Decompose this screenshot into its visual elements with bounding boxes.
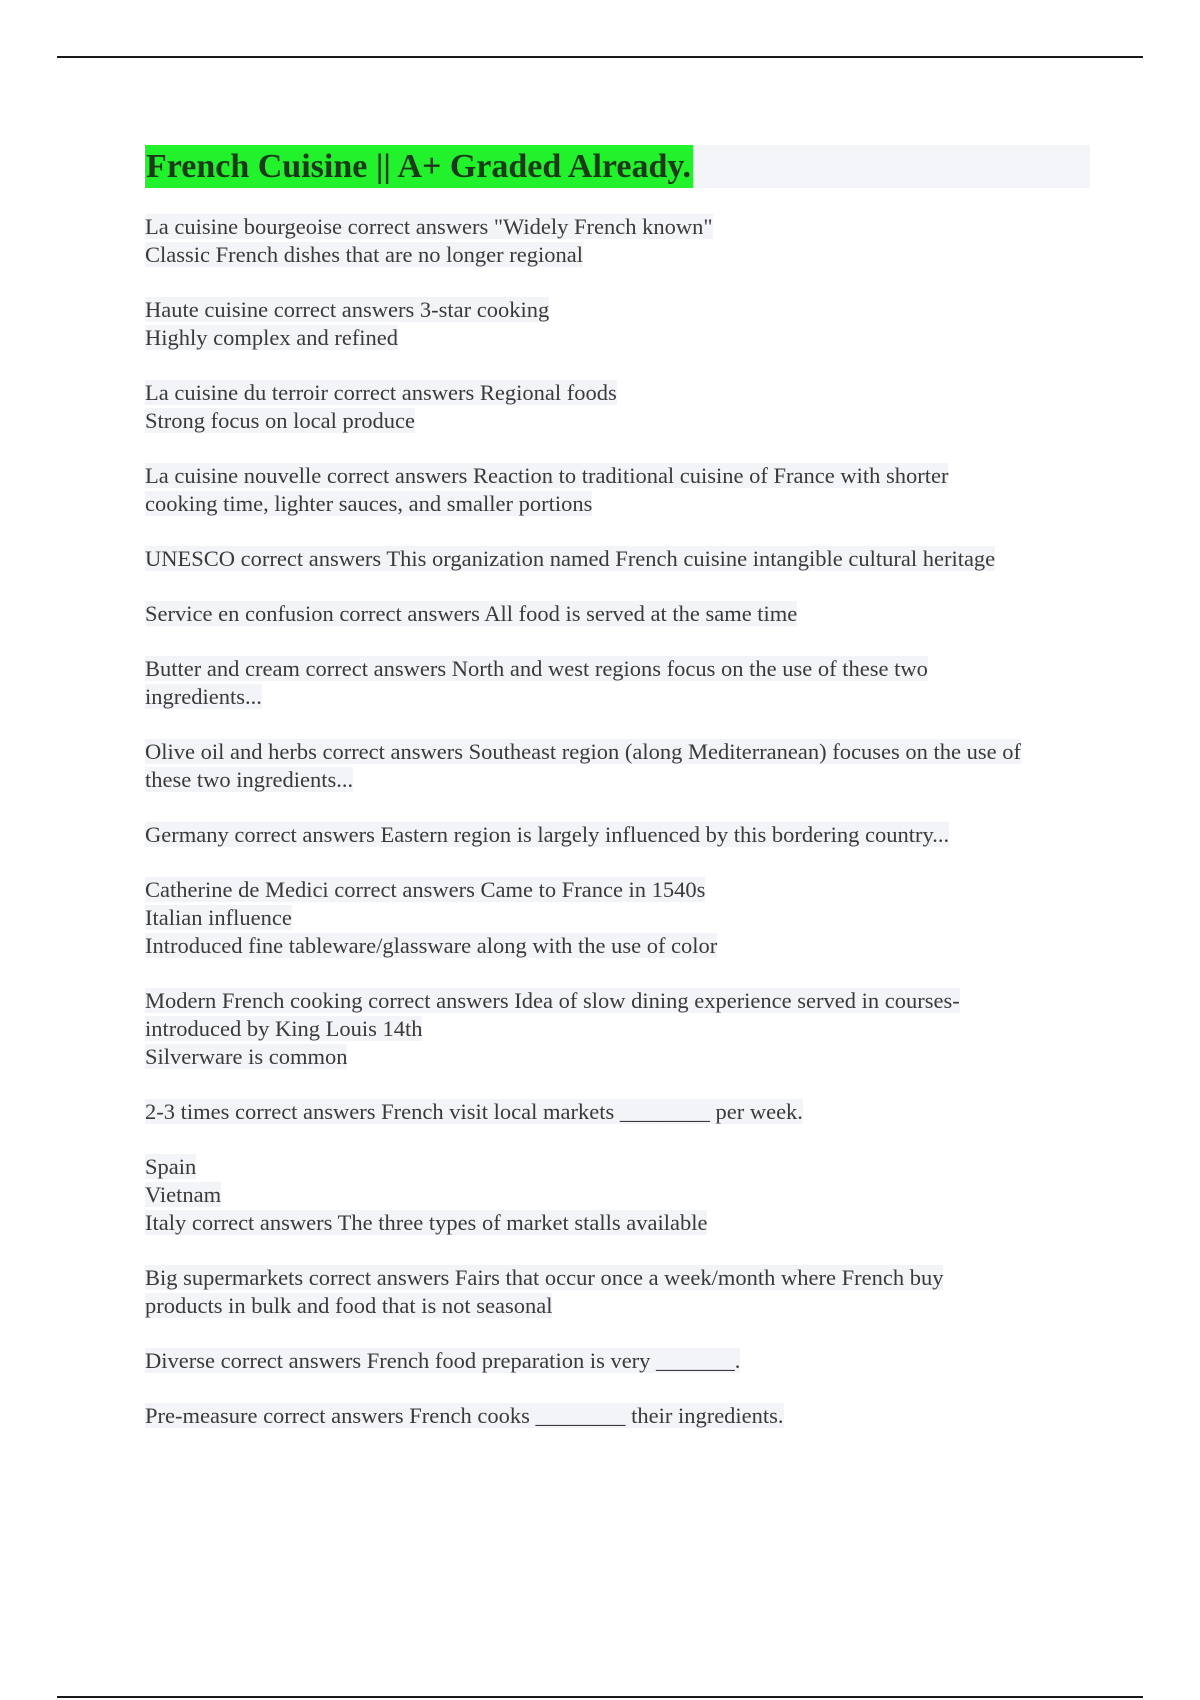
entry-line-text: Olive oil and herbs correct answers Southeast region (along Mediterranean) focuses on the use of [145,739,1021,764]
entry-line [145,241,1090,269]
entry-line [145,821,1090,849]
entry-line-text: products in bulk and food that is not seasonal [145,1293,553,1318]
entry-line [145,407,1090,435]
entry-line-text: these two ingredients... [145,767,354,792]
entry-line [145,324,1090,352]
entry-line [145,1181,1090,1209]
entry-line-text: La cuisine bourgeoise correct answers "Widely French known" [145,214,713,239]
qa-entry [145,1347,1090,1375]
top-rule [57,56,1143,58]
entry-line-text: ingredients... [145,684,262,709]
entry-line [145,904,1090,932]
entry-line [145,987,1090,1015]
entry-line-text: Germany correct answers Eastern region is largely influenced by this bordering country... [145,822,950,847]
entry-line-text: 2-3 times correct answers French visit local markets ________ per week. [145,1099,803,1124]
entry-line-text: Catherine de Medici correct answers Came to France in 1540s [145,877,706,902]
entry-line [145,1015,1090,1043]
entry-line-text: Pre-measure correct answers French cooks ________ their ingredients. [145,1403,784,1428]
entry-line [145,379,1090,407]
entry-line-text: Introduced fine tableware/glassware along with the use of color [145,933,718,958]
entry-line [145,1209,1090,1237]
entry-line-text: UNESCO correct answers This organization named French cuisine intangible cultural heritage [145,546,996,571]
entry-line-text: Highly complex and refined [145,325,399,350]
entry-line-text: Butter and cream correct answers North and west regions focus on the use of these two [145,656,928,681]
entry-line-text: Big supermarkets correct answers Fairs that occur once a week/month where French buy [145,1265,944,1290]
qa-entry [145,821,1090,849]
entry-line [145,490,1090,518]
document-body [145,145,1090,1457]
entry-line [145,545,1090,573]
entry-line-text: Vietnam [145,1182,222,1207]
entry-line-text: Diverse correct answers French food preparation is very _______. [145,1348,741,1373]
document-title: French Cuisine || A+ Graded Already. [145,145,693,188]
qa-entry [145,738,1090,794]
entry-line-text: Spain [145,1154,197,1179]
qa-entry [145,545,1090,573]
bottom-rule [57,1696,1143,1698]
qa-entry [145,876,1090,960]
qa-entry [145,1098,1090,1126]
entry-line [145,1043,1090,1071]
qa-entry [145,655,1090,711]
entry-line [145,1292,1090,1320]
entry-line [145,600,1090,628]
entry-line-text: Service en confusion correct answers All food is served at the same time [145,601,798,626]
qa-entry [145,462,1090,518]
qa-entry [145,1402,1090,1430]
entry-line [145,1402,1090,1430]
entry-line [145,683,1090,711]
entry-line [145,462,1090,490]
title-bar [145,145,1090,188]
entry-line-text: Classic French dishes that are no longer regional [145,242,584,267]
entry-line [145,296,1090,324]
entry-line [145,876,1090,904]
qa-entry [145,379,1090,435]
qa-entry [145,296,1090,352]
entry-line [145,213,1090,241]
entry-line-text: Silverware is common [145,1044,348,1069]
entry-line-text: Italian influence [145,905,292,930]
qa-entry [145,987,1090,1071]
qa-entry [145,600,1090,628]
entry-line-text: La cuisine du terroir correct answers Regional foods [145,380,617,405]
entry-line [145,932,1090,960]
entry-line-text: Strong focus on local produce [145,408,415,433]
entry-line [145,738,1090,766]
entry-line [145,1347,1090,1375]
entry-line [145,1153,1090,1181]
entry-line-text: introduced by King Louis 14th [145,1016,423,1041]
qa-entry [145,1153,1090,1237]
entry-line-text: Modern French cooking correct answers Idea of slow dining experience served in courses- [145,988,960,1013]
entry-line-text: Italy correct answers The three types of market stalls available [145,1210,708,1235]
qa-entry [145,213,1090,269]
entry-line [145,766,1090,794]
entry-line [145,1098,1090,1126]
entry-list [145,213,1090,1430]
qa-entry [145,1264,1090,1320]
entry-line-text: La cuisine nouvelle correct answers Reaction to traditional cuisine of France with shorter [145,463,949,488]
entry-line-text: cooking time, lighter sauces, and smaller portions [145,491,593,516]
entry-line-text: Haute cuisine correct answers 3-star cooking [145,297,550,322]
entry-line [145,655,1090,683]
entry-line [145,1264,1090,1292]
